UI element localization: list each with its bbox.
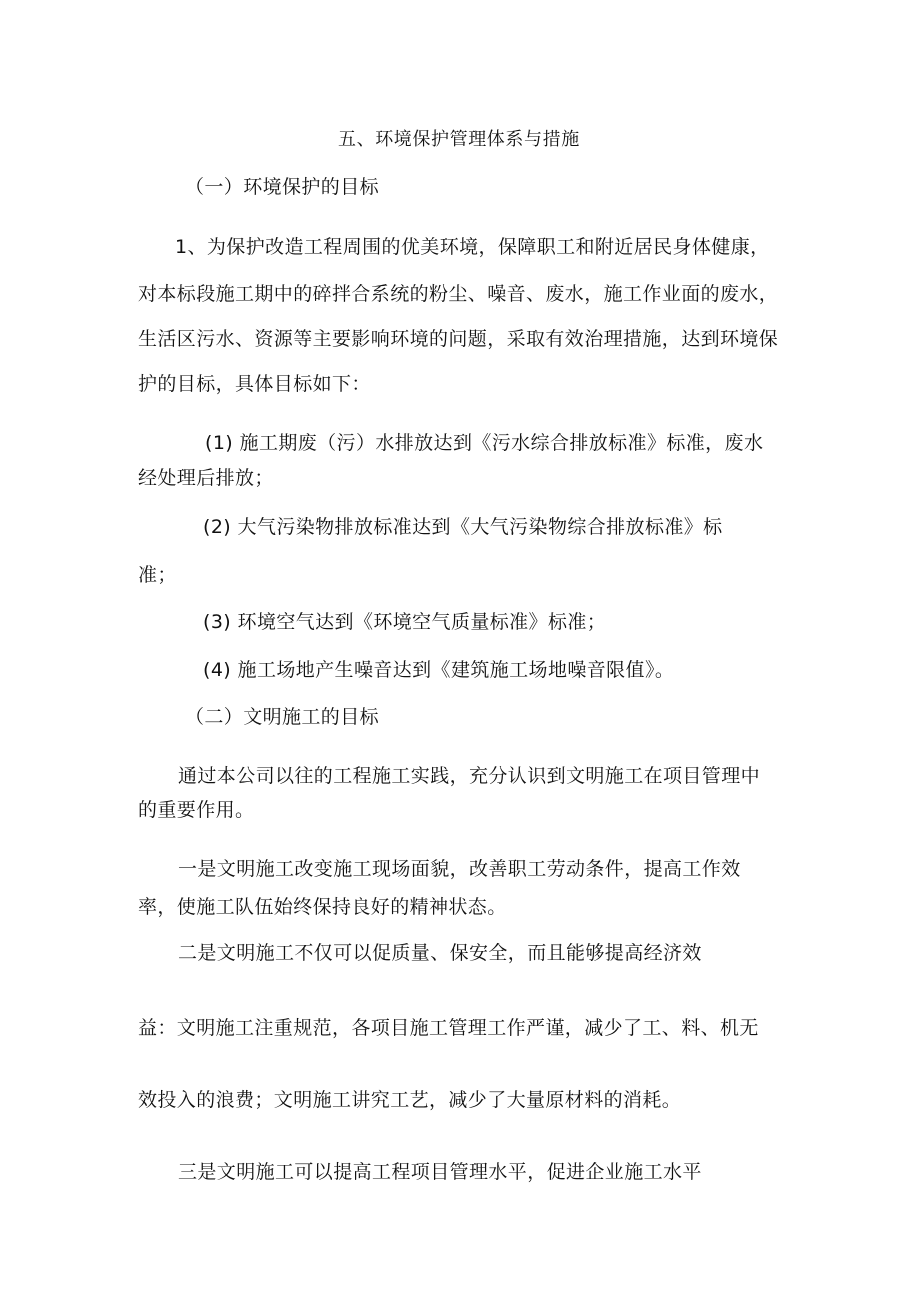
intro-line-4: 护的目标，具体目标如下： — [138, 373, 371, 395]
para-2-line-2: 率，使施工队伍始终保持良好的精神状态。 — [138, 896, 507, 918]
section-heading-environment-goals: （一）环境保护的目标 — [185, 176, 380, 198]
para-2-line-1: 一是文明施工改变施工现场面貌，改善职工劳动条件，提高工作效 — [178, 858, 741, 880]
goal-item-3: (3) 环境空气达到《环境空气质量标准》标准； — [203, 611, 607, 633]
para-1-line-2: 的重要作用。 — [138, 799, 255, 821]
para-1-line-1: 通过本公司以往的工程施工实践，充分认识到文明施工在项目管理中 — [178, 765, 761, 787]
goal-item-1-line-2: 经处理后排放； — [138, 467, 274, 489]
goal-item-2-line-2: 准； — [138, 564, 177, 586]
intro-line-2: 对本标段施工期中的碎拌合系统的粉尘、噪音、废水，施工作业面的废水， — [138, 283, 779, 305]
intro-line-1: 1、为保护改造工程周围的优美环境，保障职工和附近居民身体健康， — [175, 236, 770, 258]
para-3-line-2: 益：文明施工注重规范，各项目施工管理工作严谨，减少了工、料、机无 — [138, 1017, 759, 1039]
para-3-line-1: 二是文明施工不仅可以促质量、保安全，而且能够提高经济效 — [178, 942, 702, 964]
document-title: 五、环境保护管理体系与措施 — [338, 129, 580, 150]
para-4-line-1: 三是文明施工可以提高工程项目管理水平，促进企业施工水平 — [178, 1161, 702, 1183]
goal-item-2-line-1: (2) 大气污染物排放标准达到《大气污染物综合排放标准》标 — [203, 516, 723, 538]
intro-line-3: 生活区污水、资源等主要影响环境的问题，采取有效治理措施，达到环境保 — [138, 328, 779, 350]
goal-item-1-line-1: (1) 施工期废（污）水排放达到《污水综合排放标准》标准，废水 — [205, 432, 764, 454]
para-3-line-3: 效投入的浪费；文明施工讲究工艺，减少了大量原材料的消耗。 — [138, 1089, 682, 1111]
section-heading-civilized-construction: （二）文明施工的目标 — [185, 706, 380, 728]
goal-item-4: (4) 施工场地产生噪音达到《建筑施工场地噪音限值》。 — [203, 659, 675, 681]
